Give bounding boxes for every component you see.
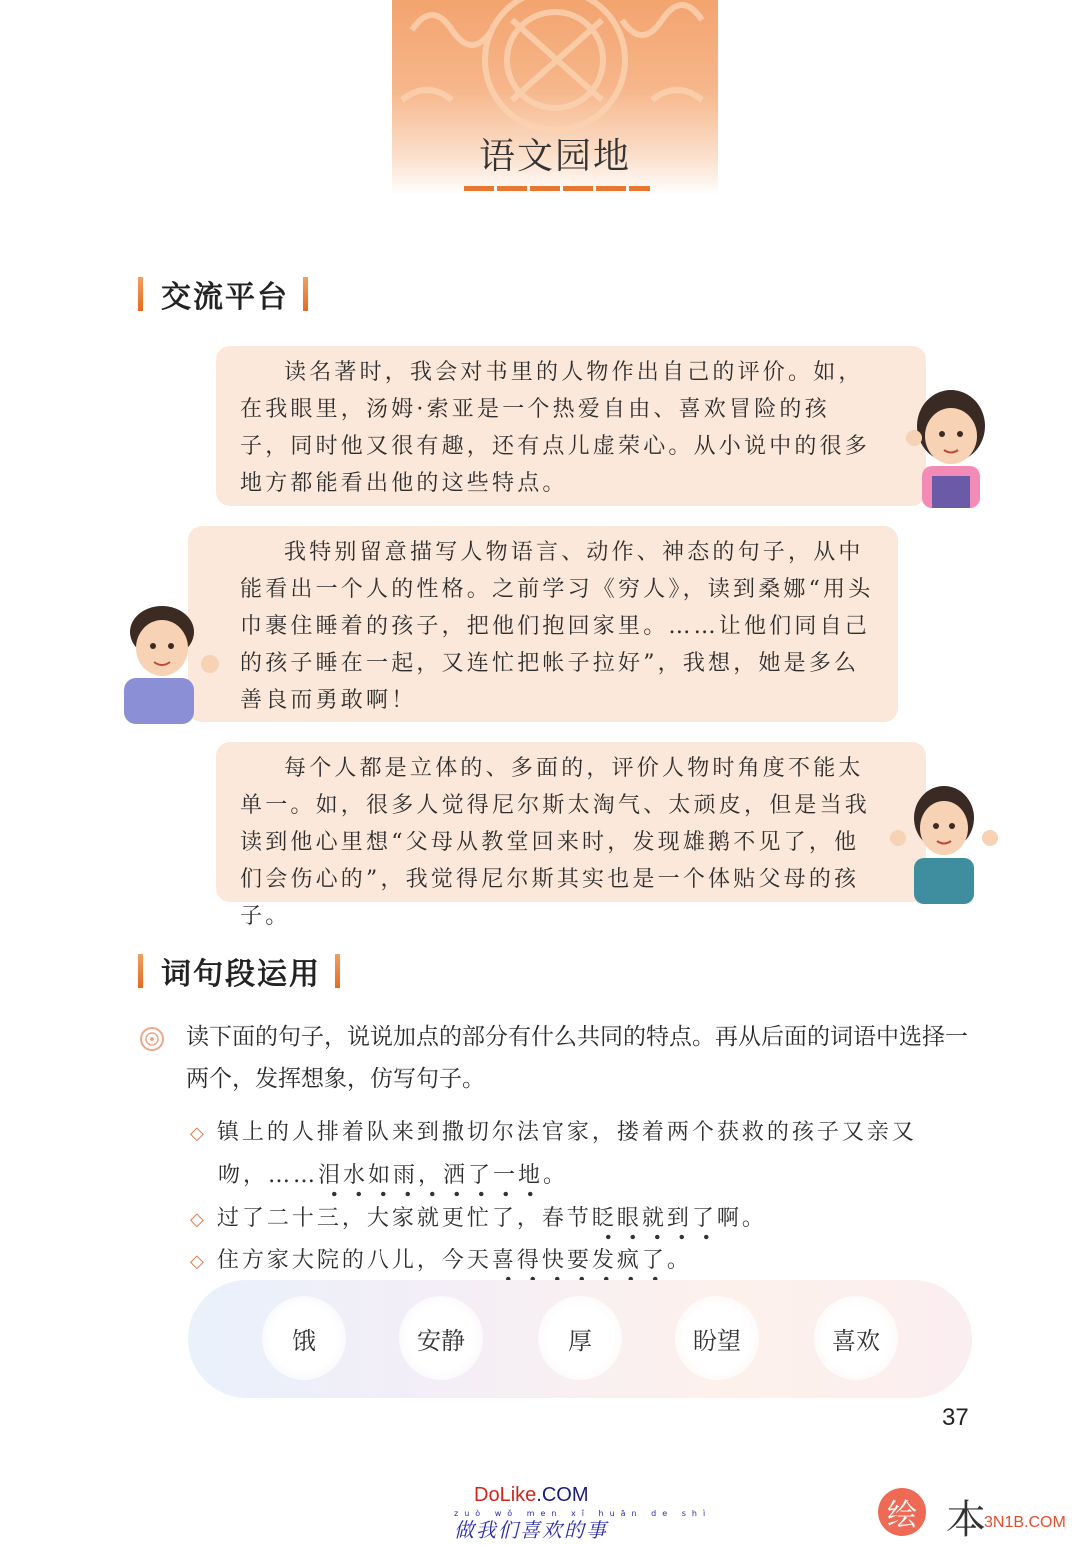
example-text: 。: [666, 1248, 692, 1273]
watermark-brand-red: DoLike: [474, 1484, 537, 1506]
example-text: 过了二十三，大家就更忙了，春节: [216, 1206, 592, 1231]
bubble-text: 每个人都是立体的、多面的，评价人物时角度不能太单一。如，很多人觉得尼尔斯太淘气、太顽皮，但是当我读到他心里想“父母从教堂回来时，发现雄鹅不见了，他们会伤心的”，我觉得尼尔斯其实也是一个体贴父母的孩子。: [240, 756, 871, 929]
dotted-phrase: 眨眼就到了: [592, 1206, 717, 1241]
word-chip: 饿: [262, 1296, 346, 1380]
watermark-site: 3N1B.COM: [984, 1514, 1066, 1531]
watermark-ben: 本: [946, 1497, 986, 1543]
word-chip: 厚: [538, 1296, 622, 1380]
boy-character-icon: [106, 598, 226, 724]
page-number: 37: [942, 1404, 969, 1431]
watermark-slogan: 做我们喜欢的事: [454, 1518, 608, 1542]
girl-character-1-icon: [896, 386, 1006, 508]
girl-character-2-icon: [886, 778, 1002, 904]
example-sentence-2: [190, 1198, 767, 1241]
speech-bubble-1: [216, 346, 926, 506]
example-text: 。: [543, 1163, 569, 1188]
watermark-brand: [474, 1484, 588, 1507]
word-chip: 安静: [399, 1296, 483, 1380]
title-underline: [464, 186, 650, 191]
speech-bubble-3: [216, 742, 926, 929]
question-bullet-icon: [139, 1026, 165, 1052]
section-title: 词句段运用: [161, 957, 321, 992]
dotted-phrase: 泪水如雨，洒了一地: [318, 1163, 543, 1198]
header-banner: [392, 0, 718, 196]
word-chip: 盼望: [675, 1296, 759, 1380]
section-title: 交流平台: [161, 280, 289, 315]
bubble-text: 读名著时，我会对书里的人物作出自己的评价。如，在我眼里，汤姆·索亚是一个热爱自由、喜欢冒险的孩子，同时他又很有趣，还有点儿虚荣心。从小说中的很多地方都能看出他的这些特点。: [240, 360, 871, 496]
heading-bar-right: [335, 954, 340, 988]
word-chip: 喜欢: [814, 1296, 898, 1380]
example-text: 住方家大院的八儿，今天: [216, 1248, 492, 1273]
bubble-text: 我特别留意描写人物语言、动作、神态的句子，从中能看出一个人的性格。之前学习《穷人》，读到桑娜“用头巾裹住睡着的孩子，把他们抱回家里。……让他们同自己的孩子睡在一起，又连忙把帐子拉好”，我想，她是多么善良而勇敢啊！: [240, 540, 874, 713]
diamond-bullet-icon: ◇: [190, 1251, 207, 1272]
example-text: 吻，……: [218, 1163, 319, 1188]
watermark-brand-blue: .COM: [536, 1484, 589, 1506]
speech-bubble-2: [188, 526, 898, 722]
heading-bar-right: [303, 277, 308, 311]
dotted-phrase: 喜得快要发疯了: [492, 1248, 667, 1283]
section-heading-usage: [138, 953, 340, 992]
section-heading-exchange: [138, 276, 308, 315]
example-sentence-1: [190, 1112, 980, 1197]
example-sentence-3: [190, 1240, 692, 1283]
page-title: 语文园地: [478, 136, 631, 177]
diamond-bullet-icon: ◇: [190, 1209, 207, 1230]
watermark-pinyin: zuò wǒ men xǐ huān de shì: [454, 1509, 712, 1518]
question-text: 读下面的句子，说说加点的部分有什么共同的特点。再从后面的词语中选择一两个，发挥想象，仿写句子。: [186, 1024, 968, 1092]
watermark-logo: 绘: [878, 1488, 926, 1536]
example-text: 啊。: [716, 1206, 767, 1231]
example-text: 镇上的人排着队来到撒切尔法官家，搂着两个获救的孩子又亲又: [216, 1120, 917, 1145]
diamond-bullet-icon: ◇: [190, 1123, 207, 1144]
